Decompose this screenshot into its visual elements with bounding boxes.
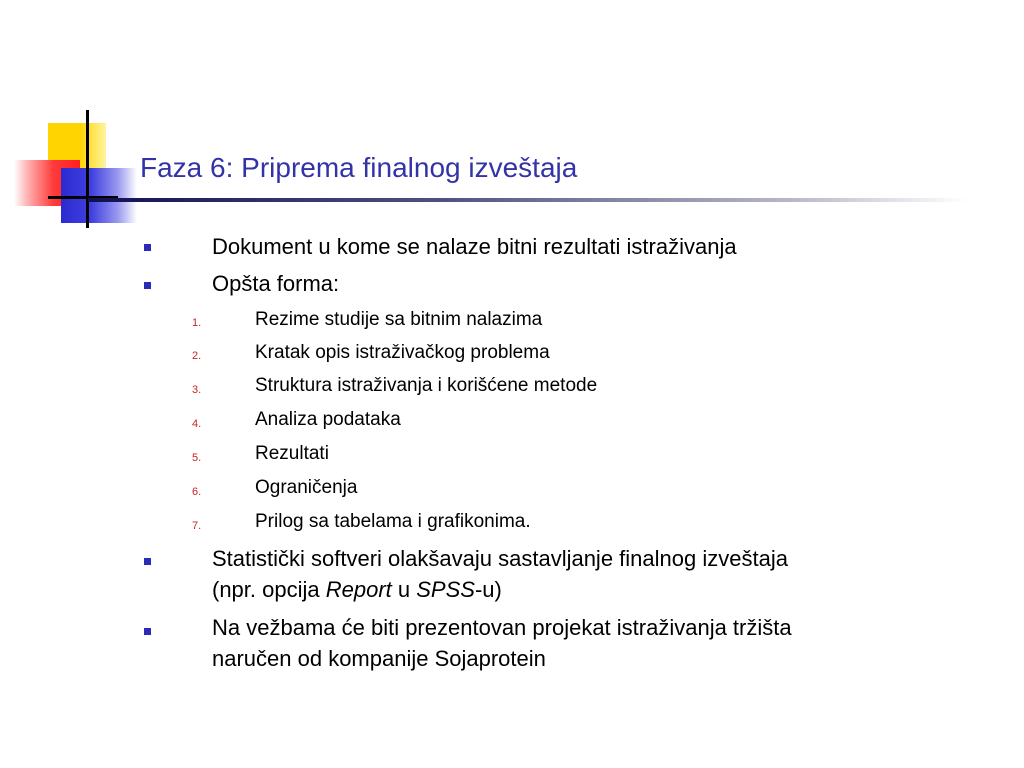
deco-vertical-line xyxy=(86,110,89,228)
list-item: Prilog sa tabelama i grafikonima. xyxy=(255,511,531,532)
list-number: 2. xyxy=(192,350,202,362)
bullet-line: Statistički softveri olakšavaju sastavljanje finalnog izveštaja xyxy=(212,546,788,571)
title-underline xyxy=(88,198,968,202)
bullet-marker xyxy=(144,628,151,635)
bullet-line: Na vežbama će biti prezentovan projekat istraživanja tržišta xyxy=(212,615,792,640)
bullet-text xyxy=(212,612,792,674)
list-number: 5. xyxy=(192,452,202,464)
bullet-line: naručen od kompanije Sojaprotein xyxy=(212,646,546,671)
bullet-marker xyxy=(144,558,151,565)
list-item: Kratak opis istraživačkog problema xyxy=(255,342,550,363)
list-item: Ograničenja xyxy=(255,477,358,498)
text-prefix: (npr. opcija xyxy=(212,577,326,602)
bullet-text: Dokument u kome se nalaze bitni rezultati istraživanja xyxy=(212,234,737,259)
list-number: 4. xyxy=(192,418,202,430)
text-mid: u xyxy=(391,577,417,602)
list-item: Rezultati xyxy=(255,443,329,464)
bullet-text: Opšta forma: xyxy=(212,271,340,296)
bullet-marker xyxy=(144,282,151,289)
list-item: Analiza podataka xyxy=(255,409,401,430)
list-item: Struktura istraživanja i korišćene metode xyxy=(255,375,598,396)
slide-title: Faza 6: Priprema finalnog izveštaja xyxy=(140,152,578,183)
text-suffix: -u) xyxy=(474,577,502,602)
bullet-line xyxy=(212,574,788,605)
list-number: 7. xyxy=(192,520,202,532)
emphasis-spss: SPSS xyxy=(416,577,475,602)
bullet-text xyxy=(212,543,788,605)
list-number: 6. xyxy=(192,486,202,498)
bullet-marker xyxy=(144,244,151,251)
list-number: 3. xyxy=(192,384,202,396)
list-item: Rezime studije sa bitnim nalazima xyxy=(255,309,543,330)
list-number: 1. xyxy=(192,317,202,329)
emphasis-report: Report xyxy=(325,577,392,602)
